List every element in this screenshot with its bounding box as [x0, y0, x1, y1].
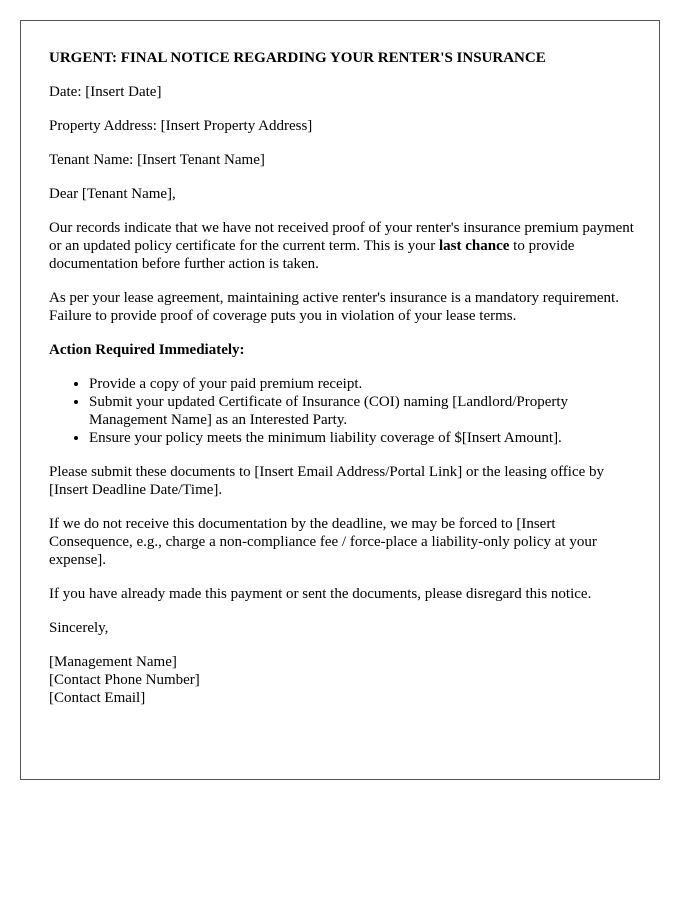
action-item: • Ensure your policy meets the minimum liability coverage of $[Insert Amount].: [89, 429, 639, 447]
action-item: • Submit your updated Certificate of Insurance (COI) naming [Landlord/Property Management Name] as an Interested Party.: [89, 393, 639, 429]
salutation: Dear [Tenant Name],: [49, 186, 176, 202]
paragraph-records-text-2: to provide documentation before further action is taken.: [49, 238, 575, 272]
tenant-name-line: Tenant Name: [Insert Tenant Name]: [49, 152, 265, 168]
closing: Sincerely,: [49, 620, 109, 636]
action-list: [49, 375, 639, 447]
paragraph-lease: As per your lease agreement, maintaining active renter's insurance is a mandatory requirement. Failure to provide proof of coverage puts you in violation of your lease terms.: [49, 290, 619, 324]
last-chance-emphasis: last chance: [439, 238, 510, 254]
action-item: • Provide a copy of your paid premium receipt.: [89, 375, 639, 393]
action-required-heading: Action Required Immediately:: [49, 342, 245, 358]
letter-page: [20, 20, 660, 780]
notice-title: URGENT: FINAL NOTICE REGARDING YOUR RENTER'S INSURANCE: [49, 50, 546, 66]
signature-contact-email: [Contact Email]: [49, 690, 146, 706]
property-address-line: Property Address: [Insert Property Address]: [49, 118, 313, 134]
signature-block: [49, 653, 639, 707]
signature-contact-phone: [Contact Phone Number]: [49, 672, 200, 688]
paragraph-records: [49, 219, 639, 273]
signature-management-name: [Management Name]: [49, 654, 177, 670]
letter-body: [49, 49, 639, 707]
paragraph-disregard: If you have already made this payment or sent the documents, please disregard this notice.: [49, 586, 592, 602]
date-line: Date: [Insert Date]: [49, 84, 162, 100]
paragraph-consequence: If we do not receive this documentation by the deadline, we may be forced to [Insert Consequence, e.g., charge a non-compliance fee / force-place a liability-only policy at your expense].: [49, 516, 597, 568]
paragraph-records-text-1: Our records indicate that we have not received proof of your renter's insurance premium payment or an updated policy certificate for the current term. This is your: [49, 220, 634, 254]
paragraph-submit: Please submit these documents to [Insert Email Address/Portal Link] or the leasing office by [Insert Deadline Date/Time].: [49, 464, 605, 498]
